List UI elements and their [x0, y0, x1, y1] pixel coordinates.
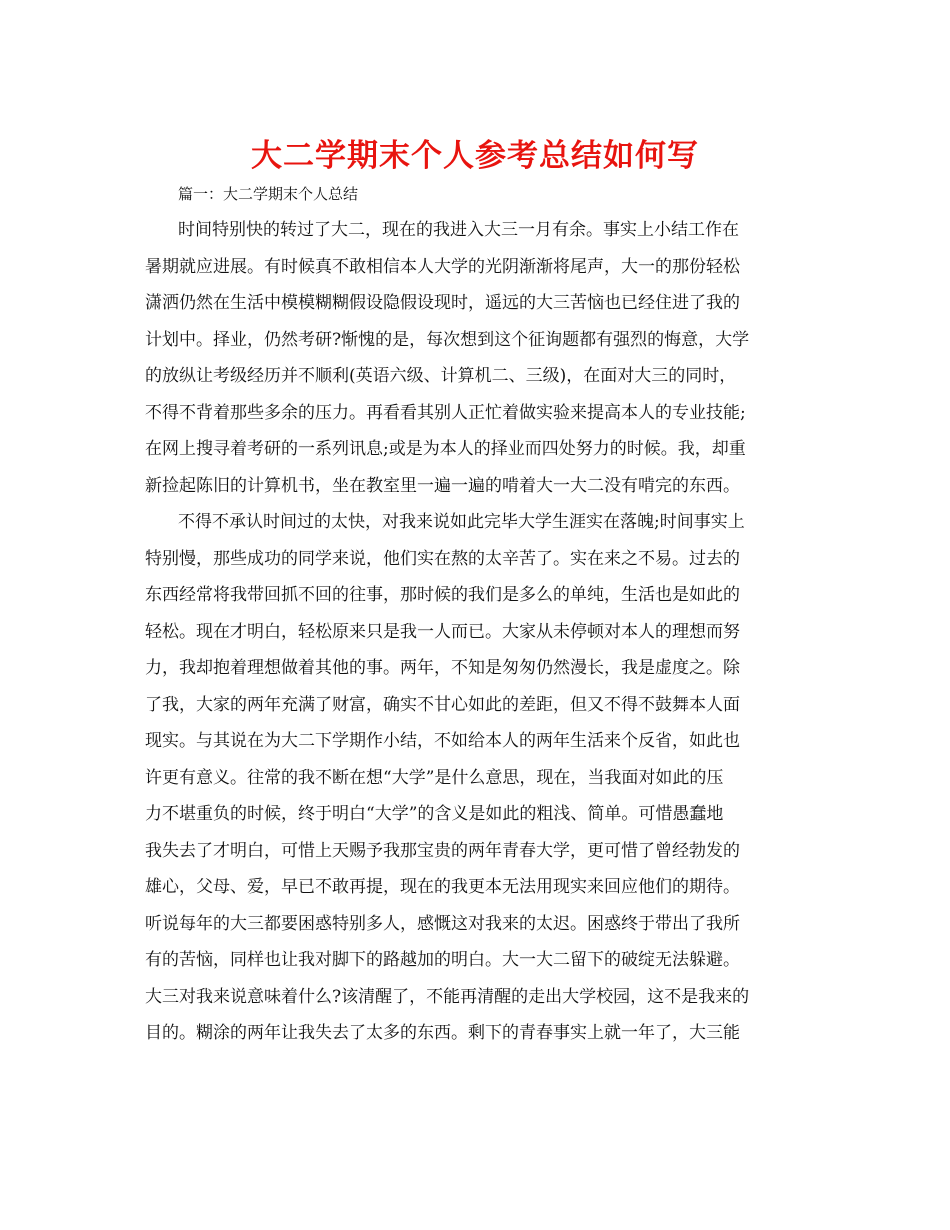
- paragraph-line: 潇洒仍然在生活中模模糊糊假设隐假设现时，遥远的大三苦恼也已经住进了我的: [145, 293, 740, 313]
- paragraph-line: 了我，大家的两年充满了财富，确实不甘心如此的差距，但又不得不鼓舞本人面: [145, 694, 740, 715]
- paragraph-line: 许更有意义。往常的我不断在想“大学”是什么意思，现在，当我面对如此的压: [145, 767, 724, 788]
- paragraph-line: 轻松。现在才明白，轻松原来只是我一人而已。大家从未停顿对本人的理想而努: [145, 621, 740, 642]
- paragraph-line: 在网上搜寻着考研的一系列讯息;或是为本人的择业而四处努力的时候。我，却重: [145, 439, 746, 459]
- paragraph-line: 特别慢，那些成功的同学来说，他们实在熬的太辛苦了。实在来之不易。过去的: [145, 548, 740, 569]
- paragraph-line: 不得不背着那些多余的压力。再看看其别人正忙着做实验来提高本人的专业技能;: [145, 402, 746, 423]
- paragraph-line: 暑期就应进展。有时候真不敢相信本人大学的光阴渐渐将尾声，大一的那份轻松: [145, 256, 740, 277]
- paragraph-line: 我失去了才明白，可惜上天赐予我那宝贵的两年青春大学，更可惜了曾经勃发的: [145, 840, 740, 861]
- document-title: 大二学期末个人参考总结如何写: [251, 138, 699, 174]
- paragraph-line: 现实。与其说在为大二下学期作小结，不如给本人的两年生活来个反省，如此也: [145, 731, 740, 751]
- paragraph-line: 新捡起陈旧的计算机书，坐在教室里一遍一遍的啃着大一大二没有啃完的东西。: [145, 475, 740, 496]
- paragraph-line: 的放纵让考级经历并不顺利(英语六级、计算机二、三级)，在面对大三的同时，: [145, 366, 737, 386]
- paragraph-line: 力，我却抱着理想做着其他的事。两年，不知是匆匆仍然漫长，我是虚度之。除: [145, 658, 740, 678]
- paragraph-line: 听说每年的大三都要困惑特别多人，感慨这对我来的太迟。困惑终于带出了我所: [145, 913, 740, 934]
- paragraph-line: 目的。糊涂的两年让我失去了太多的东西。剩下的青春事实上就一年了，大三能: [145, 1023, 740, 1043]
- paragraph-line: 有的苦恼，同样也让我对脚下的路越加的明白。大一大二留下的破绽无法躲避。: [145, 950, 740, 970]
- paragraph-line: 大三对我来说意味着什么?该清醒了，不能再清醒的走出大学校园，这不是我来的: [145, 986, 750, 1007]
- paragraph-line: 力不堪重负的时候，终于明白“大学”的含义是如此的粗浅、简单。可惜愚蠢地: [145, 804, 724, 824]
- paragraph-line: 东西经常将我带回抓不回的往事，那时候的我们是多么的单纯，生活也是如此的: [145, 585, 740, 605]
- paragraph-line: 雄心，父母、爱，早已不敢再提，现在的我更本无法用现实来回应他们的期待。: [145, 877, 740, 897]
- paragraph-line: 计划中。择业，仍然考研?惭愧的是，每次想到这个征询题都有强烈的悔意，大学: [145, 329, 750, 350]
- document-body: [145, 212, 810, 1052]
- paragraph-line: 不得不承认时间过的太快，对我来说如此完毕大学生涯实在落魄;时间事实上: [178, 512, 745, 532]
- paragraph-line: 时间特别快的转过了大二，现在的我进入大三一月有余。事实上小结工作在: [178, 220, 739, 240]
- section-heading: 篇一：大二学期末个人总结: [178, 185, 359, 203]
